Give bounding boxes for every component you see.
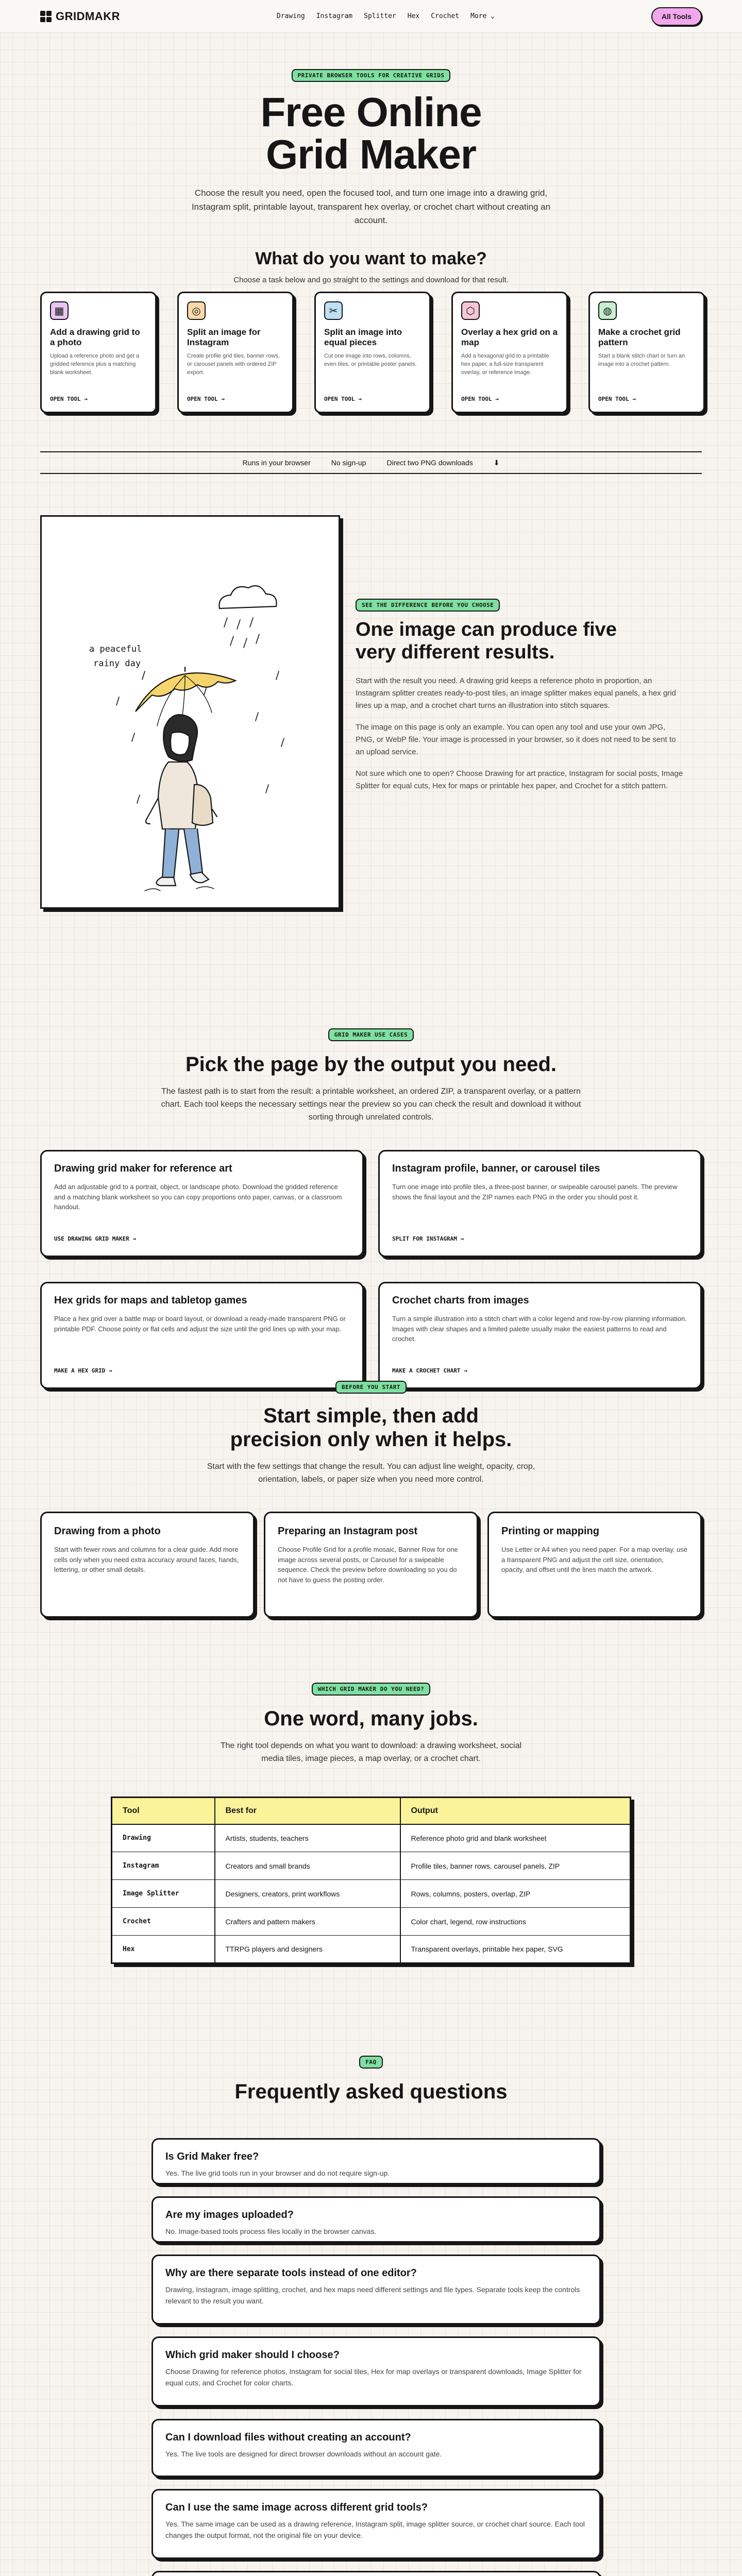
tool-card-title: Overlay a hex grid on a map — [461, 327, 558, 348]
use-case-card-4 — [378, 1282, 702, 1389]
table-header-best-for: Best for — [215, 1798, 400, 1824]
difference-badge: SEE THE DIFFERENCE BEFORE YOU CHOOSE — [356, 599, 500, 612]
table-cell-tool: Drawing — [112, 1824, 215, 1852]
use-case-link[interactable]: MAKE A HEX GRID → — [54, 1367, 112, 1374]
open-tool-link[interactable]: OPEN TOOL → — [187, 396, 225, 402]
faq-item[interactable] — [151, 2138, 601, 2184]
table-row — [112, 1936, 631, 1963]
faq-answer: Yes. The live tools are designed for direct browser downloads without an account gate. — [165, 2450, 442, 2458]
use-case-link[interactable]: MAKE A CROCHET CHART → — [392, 1367, 467, 1374]
art-text-line1: a peaceful — [89, 644, 142, 654]
use-case-card-3 — [40, 1282, 364, 1389]
yarn-icon: ◍ — [598, 301, 617, 320]
use-case-title: Drawing grid maker for reference art — [54, 1163, 232, 1174]
use-case-desc: Place a hex grid over a battle map or board layout, or download a ready-made transparent PNG or printable PDF. Choose pointy or flat cells and adjust the size until the grid lines up with your map. — [54, 1315, 346, 1333]
use-cases-title: Pick the page by the output you need. — [185, 1053, 557, 1076]
table-cell-best-for: Creators and small brands — [215, 1852, 400, 1880]
table-cell-tool: Instagram — [112, 1852, 215, 1880]
nav-instagram[interactable]: Instagram — [316, 12, 353, 20]
faq-item[interactable] — [151, 2489, 601, 2559]
use-case-desc: Add an adjustable grid to a portrait, object, or landscape photo. Download the gridded reference and a matching blank worksheet so you can copy proportions onto paper, canvas, or a classroom handout. — [54, 1183, 342, 1211]
download-icon: ⬇ — [493, 458, 500, 467]
open-tool-link[interactable]: OPEN TOOL → — [461, 396, 499, 402]
hero-title-line2: Grid Maker — [266, 131, 476, 177]
example-illustration — [40, 515, 340, 909]
tool-card-desc: Create profile grid tiles, banner rows, or carousel panels with ordered ZIP export. — [187, 352, 280, 376]
faq-question: Is Grid Maker free? — [165, 2151, 259, 2162]
difference-p2: The image on this page is only an example. You can open any tool and use your own JPG, PNG, or WebP file. Your image is processed in your browser, so it does not need to be sent to an upload service. — [356, 723, 676, 757]
table-cell-output: Rows, columns, posters, overlap, ZIP — [400, 1880, 631, 1908]
faq-item[interactable] — [151, 2255, 601, 2325]
start-card-3 — [487, 1512, 702, 1618]
use-case-link[interactable]: USE DRAWING GRID MAKER → — [54, 1235, 136, 1242]
faq-answer: Yes. The live grid tools run in your browser and do not require sign-up. — [165, 2169, 390, 2177]
hero-question: What do you want to make? — [255, 249, 487, 269]
use-cases-badge: GRID MAKER USE CASES — [328, 1028, 414, 1041]
faq-answer: No. Image-based tools process files locally in the browser canvas. — [165, 2227, 377, 2235]
tool-card-desc: Cut one image into rows, columns, even tiles, or printable poster panels. — [324, 352, 417, 367]
faq-question: Can I use the same image across different grid tools? — [165, 2502, 428, 2513]
rainy-day-girl-illustration — [42, 517, 339, 907]
difference-title: One image can produce five very different results. — [356, 619, 617, 663]
tool-card-title: Split an image into equal pieces — [324, 327, 402, 348]
table-cell-tool: Hex — [112, 1936, 215, 1963]
start-card-2 — [264, 1512, 478, 1618]
use-case-link[interactable]: SPLIT FOR INSTAGRAM → — [392, 1235, 464, 1242]
hero-question-sub: Choose a task below and go straight to the settings and download for that result. — [233, 276, 509, 285]
faq-badge: FAQ — [359, 2056, 382, 2069]
table-header-row — [112, 1798, 631, 1824]
nav-hex[interactable]: Hex — [407, 12, 420, 20]
use-case-title: Instagram profile, banner, or carousel tiles — [392, 1163, 600, 1174]
faq-answer: Choose Drawing for reference photos, Instagram for social tiles, Hex for map overlays or transparent downloads, Image Splitter for equal cuts, and Crochet for color charts. — [165, 2367, 582, 2387]
main-nav — [277, 12, 495, 20]
instagram-icon: ◎ — [187, 301, 206, 320]
all-tools-button[interactable]: All Tools — [651, 7, 702, 26]
table-cell-tool: Crochet — [112, 1908, 215, 1936]
hero — [0, 69, 742, 286]
faq-item[interactable] — [151, 2196, 601, 2243]
faq-item[interactable] — [151, 2419, 601, 2477]
use-case-desc: Turn a simple illustration into a stitch chart with a color legend and row-by-row planning information. Images with clear shapes and a limited palette usually make the easiest patterns to read and crochet. — [392, 1315, 687, 1343]
faq-question: Which grid maker should I choose? — [165, 2349, 340, 2361]
table-row — [112, 1908, 631, 1936]
compare-table — [111, 1797, 631, 1964]
strip-item-browser: Runs in your browser — [242, 459, 311, 467]
nav-splitter[interactable]: Splitter — [364, 12, 396, 20]
site-header — [0, 0, 742, 33]
table-cell-best-for: Designers, creators, print workflows — [215, 1880, 400, 1908]
use-case-title: Crochet charts from images — [392, 1295, 529, 1306]
use-case-card-1 — [40, 1150, 364, 1257]
logo-grid-icon — [40, 11, 52, 22]
table-cell-output: Profile tiles, banner rows, carousel panels, ZIP — [400, 1852, 631, 1880]
tool-card-title: Split an image for Instagram — [187, 327, 261, 348]
tool-card-2[interactable] — [177, 292, 294, 413]
hero-badge: PRIVATE BROWSER TOOLS FOR CREATIVE GRIDS — [292, 69, 451, 82]
compare-header — [0, 1683, 742, 1766]
difference-p1: Start with the result you need. A drawing grid keeps a reference photo in proportion, an Instagram splitter creates ready-to-post tiles, an image splitter makes equal panels, a hex grid lines up a map, and a crochet chart turns an illustration into stitch squares. — [356, 676, 676, 710]
difference-copy — [356, 599, 685, 792]
use-cases-header — [0, 1028, 742, 1124]
use-case-title: Hex grids for maps and tabletop games — [54, 1295, 247, 1306]
use-case-desc: Turn one image into profile tiles, a three-post banner, or swipeable carousel panels. The preview shows the final layout and the ZIP names each PNG in the order you should post it. — [392, 1183, 678, 1201]
use-case-card-2 — [378, 1150, 702, 1257]
art-text-line2: rainy day — [93, 658, 141, 669]
use-cases-sub: The fastest path is to start from the result: a printable worksheet, an ordered ZIP, a transparent overlay, or a pattern chart. Each tool keeps the necessary settings near the preview so you can check the result and download it without sorting through unrelated controls. — [161, 1087, 581, 1122]
start-card-1 — [40, 1512, 255, 1618]
nav-more[interactable]: More ⌄ — [470, 12, 495, 20]
tool-card-desc: Upload a reference photo and get a gridded reference plus a matching blank worksheet. — [50, 352, 140, 376]
start-badge: BEFORE YOU START — [335, 1381, 407, 1394]
tool-card-3[interactable] — [314, 292, 431, 413]
faq-question: Why are there separate tools instead of one editor? — [165, 2267, 417, 2279]
table-cell-best-for: Artists, students, teachers — [215, 1824, 400, 1852]
table-cell-output: Transparent overlays, printable hex paper, SVG — [411, 1945, 563, 1953]
table-cell-best-for: Crafters and pattern makers — [215, 1908, 400, 1936]
tool-card-desc: Add a hexagonal grid to a printable hex paper, a full-size transparent overlay, or reference image. — [461, 352, 549, 376]
open-tool-link[interactable]: OPEN TOOL → — [324, 396, 362, 402]
scissors-icon: ✂ — [324, 301, 343, 320]
table-cell-output: Reference photo grid and blank worksheet — [400, 1824, 631, 1852]
table-cell-best-for: TTRPG players and designers — [215, 1936, 400, 1963]
tool-card-title: Add a drawing grid to a photo — [50, 327, 140, 348]
table-row — [112, 1824, 631, 1852]
compare-title: One word, many jobs. — [264, 1707, 478, 1730]
compare-badge: WHICH GRID MAKER DO YOU NEED? — [312, 1683, 431, 1696]
hero-title-line1: Free Online — [260, 89, 482, 135]
table-header-tool: Tool — [112, 1798, 215, 1824]
difference-p3: Not sure which one to open? Choose Drawing for art practice, Instagram for social posts, Image Splitter for equal cuts, Hex for maps or printable hex paper, and Crochet for a stitch pattern. — [356, 769, 683, 791]
nav-drawing[interactable]: Drawing — [276, 12, 305, 20]
tool-card-5[interactable] — [588, 292, 705, 413]
start-header — [0, 1381, 742, 1486]
start-card-title: Printing or mapping — [501, 1526, 599, 1537]
tool-card-1[interactable] — [40, 292, 157, 413]
hex-icon: ⬡ — [461, 301, 480, 320]
grid-icon: ▦ — [50, 301, 69, 320]
table-row — [112, 1852, 631, 1880]
table-row — [112, 1880, 631, 1908]
tool-card-title: Make a crochet grid pattern — [598, 327, 681, 348]
tool-card-4[interactable] — [451, 292, 568, 413]
table-cell-tool: Image Splitter — [112, 1880, 215, 1908]
table-header-output: Output — [400, 1798, 631, 1824]
faq-answer: Drawing, Instagram, image splitting, crochet, and hex maps need different settings and file types. Separate tools keep the controls relevant to the result you want. — [165, 2285, 580, 2305]
faq-title: Frequently asked questions — [234, 2080, 508, 2103]
start-card-title: Preparing an Instagram post — [278, 1526, 418, 1537]
open-tool-link[interactable]: OPEN TOOL → — [50, 396, 88, 402]
strip-item-signup: No sign-up — [331, 459, 366, 467]
faq-header — [0, 2056, 742, 2104]
brand-name: GRIDMAKR — [56, 9, 120, 23]
start-card-desc: Choose Profile Grid for a profile mosaic, Banner Row for one image across several posts, or Carousel for a swipeable sequence. Check the preview before downloading so you do not have to guess the posting order. — [278, 1546, 458, 1584]
start-title: Start simple, then add precision only when it helps. — [230, 1404, 512, 1451]
start-card-desc: Use Letter or A4 when you need paper. For a map overlay, use a transparent PNG and adjust the cell size, orientation, opacity, and offset until the lines match the artwork. — [501, 1546, 688, 1573]
start-card-desc: Start with fewer rows and columns for a clear guide. Add more cells only when you need extra accuracy around faces, hands, lettering, or other small details. — [54, 1546, 239, 1573]
faq-question: Are my images uploaded? — [165, 2209, 294, 2221]
compare-sub: The right tool depends on what you want to download: a drawing worksheet, social media tiles, image pieces, a map overlay, or a crochet chart. — [220, 1741, 522, 1763]
faq-answer: Yes. The same image can be used as a drawing reference, Instagram split, image splitter source, or crochet chart source. Each tool changes the output format, not the original file on your device. — [165, 2520, 585, 2539]
start-sub: Start with the few settings that change the result. You can adjust line weight, opacity, crop, orientation, labels, or paper size when you need more control. — [207, 1462, 535, 1484]
open-tool-link[interactable]: OPEN TOOL → — [598, 396, 636, 402]
faq-question: Can I download files without creating an account? — [165, 2432, 411, 2443]
table-cell-output: Color chart, legend, row instructions — [400, 1908, 631, 1936]
nav-crochet[interactable]: Crochet — [431, 12, 460, 20]
start-card-title: Drawing from a photo — [54, 1526, 161, 1537]
strip-item-downloads: Direct two PNG downloads — [386, 459, 473, 467]
faq-item[interactable] — [151, 2571, 601, 2576]
feature-strip — [40, 451, 702, 474]
faq-item[interactable] — [151, 2336, 601, 2406]
tool-card-desc: Start a blank stitch chart or turn an image into a crochet pattern. — [598, 352, 685, 367]
hero-subtitle: Choose the result you need, open the focused tool, and turn one image into a drawing grid, Instagram split, printable layout, transparent hex overlay, or crochet chart without creating an account. — [191, 188, 551, 225]
brand-logo[interactable] — [40, 10, 120, 23]
